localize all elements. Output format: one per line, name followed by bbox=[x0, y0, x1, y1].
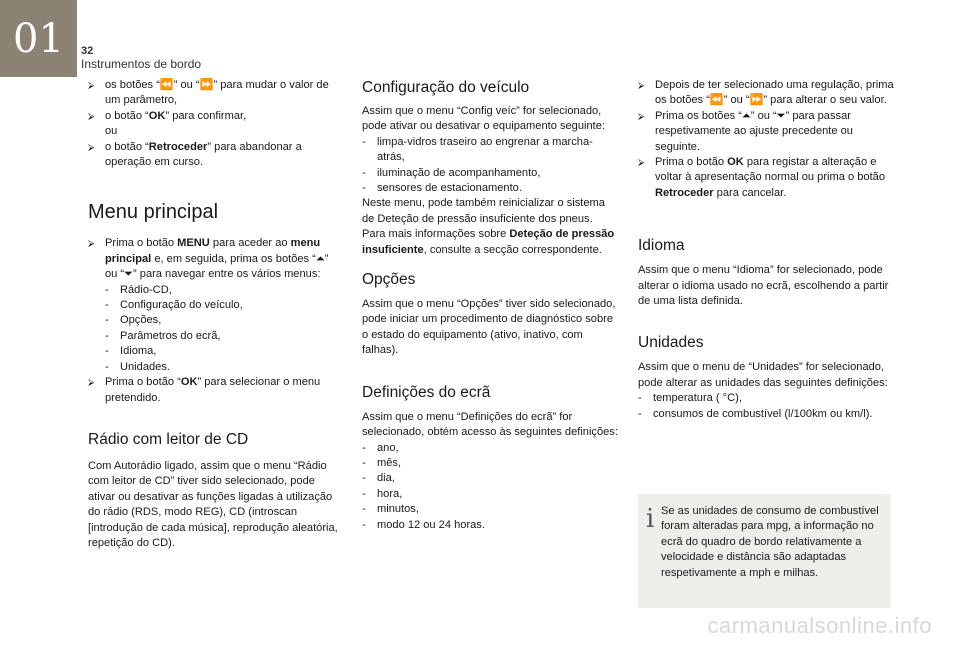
bullet-arrow-icon: ⮚ bbox=[638, 157, 645, 168]
list-item: - modo 12 ou 24 horas. bbox=[362, 518, 485, 531]
list-item: - dia, bbox=[362, 472, 395, 485]
page-number: 32 bbox=[81, 45, 94, 57]
bullet-arrow-icon: ⮚ bbox=[88, 377, 95, 388]
info-icon: i bbox=[646, 504, 655, 534]
list-item: - mês, bbox=[362, 456, 402, 469]
list-item: - temperatura ( °C), bbox=[638, 392, 742, 405]
bullet-arrow-icon: ⮚ bbox=[88, 238, 95, 249]
menu-list bbox=[88, 283, 340, 375]
list-item: - Configuração do veículo, bbox=[105, 299, 243, 312]
radio-text: Com Autorádio ligado, assim que o menu “Rádio com leitor de CD” tiver sido selecionado, pode ativar ou desativar as funções ligadas à utilização do rádio (RDS, modo REG), CD (introscan [introdução de cada música], reprodução aleatória, repetição do CD). bbox=[88, 459, 338, 549]
column-middle bbox=[362, 78, 618, 533]
bullet-item: ⮚ os botões “⏪” ou “⏩” para mudar o valor de um parâmetro, bbox=[88, 78, 340, 109]
language-text: Assim que o menu “Idioma” for selecionado, pode alterar o idioma usado no ecrã, escolhendo a partir de uma lista definida. bbox=[638, 264, 889, 308]
list-item: - consumos de combustível (l/100km ou km/l). bbox=[638, 407, 873, 420]
bullet-item: ⮚ Prima o botão “OK” para selecionar o menu pretendido. bbox=[88, 375, 340, 406]
heading-unidades: Unidades bbox=[638, 334, 704, 352]
options-text: Assim que o menu “Opções” tiver sido selecionado, pode iniciar um procedimento de diagnóstico sobre o estado do equipamento (ativo, inativo, com falhas). bbox=[362, 298, 616, 357]
chapter-number: 01 bbox=[13, 15, 64, 62]
list-item: - iluminação de acompanhamento, bbox=[362, 166, 541, 179]
column-left bbox=[88, 78, 340, 551]
bullet-arrow-icon: ⮚ bbox=[638, 80, 645, 90]
bullet-arrow-icon: ⮚ bbox=[88, 141, 95, 152]
section-title: Instrumentos de bordo bbox=[81, 57, 202, 71]
list-item: - Opções, bbox=[105, 314, 162, 327]
bullet-arrow-icon: ⮚ bbox=[638, 110, 645, 121]
heading-radio-cd: Rádio com leitor de CD bbox=[88, 430, 249, 448]
info-note-text: Se as unidades de consumo de combustível foram alteradas para mpg, a informação no ecrã do quadro de bordo relativamente a velocidade e distância são adaptadas respetivamente a mph e milhas. bbox=[661, 505, 879, 579]
column-right bbox=[638, 78, 894, 422]
bullet-item: ⮚ Prima o botão OK para registar a alteração e voltar à apresentação normal ou prima o botão Retroceder para cancelar. bbox=[638, 155, 894, 201]
bullet-arrow-icon: ⮚ bbox=[88, 110, 95, 121]
config-more-text: Para mais informações sobre Deteção de pressão insuficiente, consulte a secção correspondente. bbox=[362, 228, 615, 256]
bullet-item: ⮚ Depois de ter selecionado uma regulação, prima os botões “⏪” ou “⏩” para alterar o seu valor. bbox=[638, 78, 894, 109]
list-item: - Unidades. bbox=[105, 360, 170, 373]
list-item: - limpa-vidros traseiro ao engrenar a marcha-atrás, bbox=[362, 135, 593, 164]
bullet-item: ⮚ Prima o botão MENU para aceder ao menu principal e, em seguida, prima os botões “⏶” ou “⏷” para navegar entre os vários menus: bbox=[88, 236, 340, 282]
chapter-tab bbox=[0, 0, 77, 77]
bullet-arrow-icon: ⮚ bbox=[88, 80, 95, 90]
watermark: carmanualsonline.info bbox=[707, 613, 932, 638]
list-item: - sensores de estacionamento. bbox=[362, 182, 522, 195]
heading-menu-principal: Menu principal bbox=[88, 201, 219, 224]
list-item: - hora, bbox=[362, 487, 403, 500]
units-intro: Assim que o menu de “Unidades” for selecionado, pode alterar as unidades das seguintes definições: bbox=[638, 361, 888, 389]
display-intro: Assim que o menu “Definições do ecrã” for selecionado, obtém acesso às seguintes definições: bbox=[362, 410, 618, 439]
bullet-item: ⮚ o botão “Retroceder” para abandonar a operação em curso. bbox=[88, 140, 340, 171]
config-intro: Assim que o menu “Config veíc” for selecionado, pode ativar ou desativar o equipamento seguinte: bbox=[362, 105, 605, 133]
list-item: - Idioma, bbox=[105, 345, 157, 358]
bullet-item: ⮚ Prima os botões “⏶” ou “⏷” para passar respetivamente ao ajuste precedente ou seguinte. bbox=[638, 109, 894, 155]
info-note-box bbox=[638, 494, 891, 608]
heading-definicoes-ecra: Definições do ecrã bbox=[362, 383, 491, 401]
heading-configuracao: Configuração do veículo bbox=[362, 79, 530, 96]
heading-idioma: Idioma bbox=[638, 237, 685, 255]
list-item: - minutos, bbox=[362, 503, 419, 516]
config-reset-text: Neste menu, pode também reinicializar o sistema de Deteção de pressão insuficiente dos pneus. bbox=[362, 197, 605, 225]
list-item: - Rádio-CD, bbox=[105, 283, 172, 296]
list-item: - ano, bbox=[362, 441, 399, 454]
bullet-item: ⮚ o botão “OK” para confirmar, ou bbox=[88, 109, 340, 140]
heading-opcoes: Opções bbox=[362, 271, 416, 289]
list-item: - Parâmetros do ecrã, bbox=[105, 329, 221, 342]
